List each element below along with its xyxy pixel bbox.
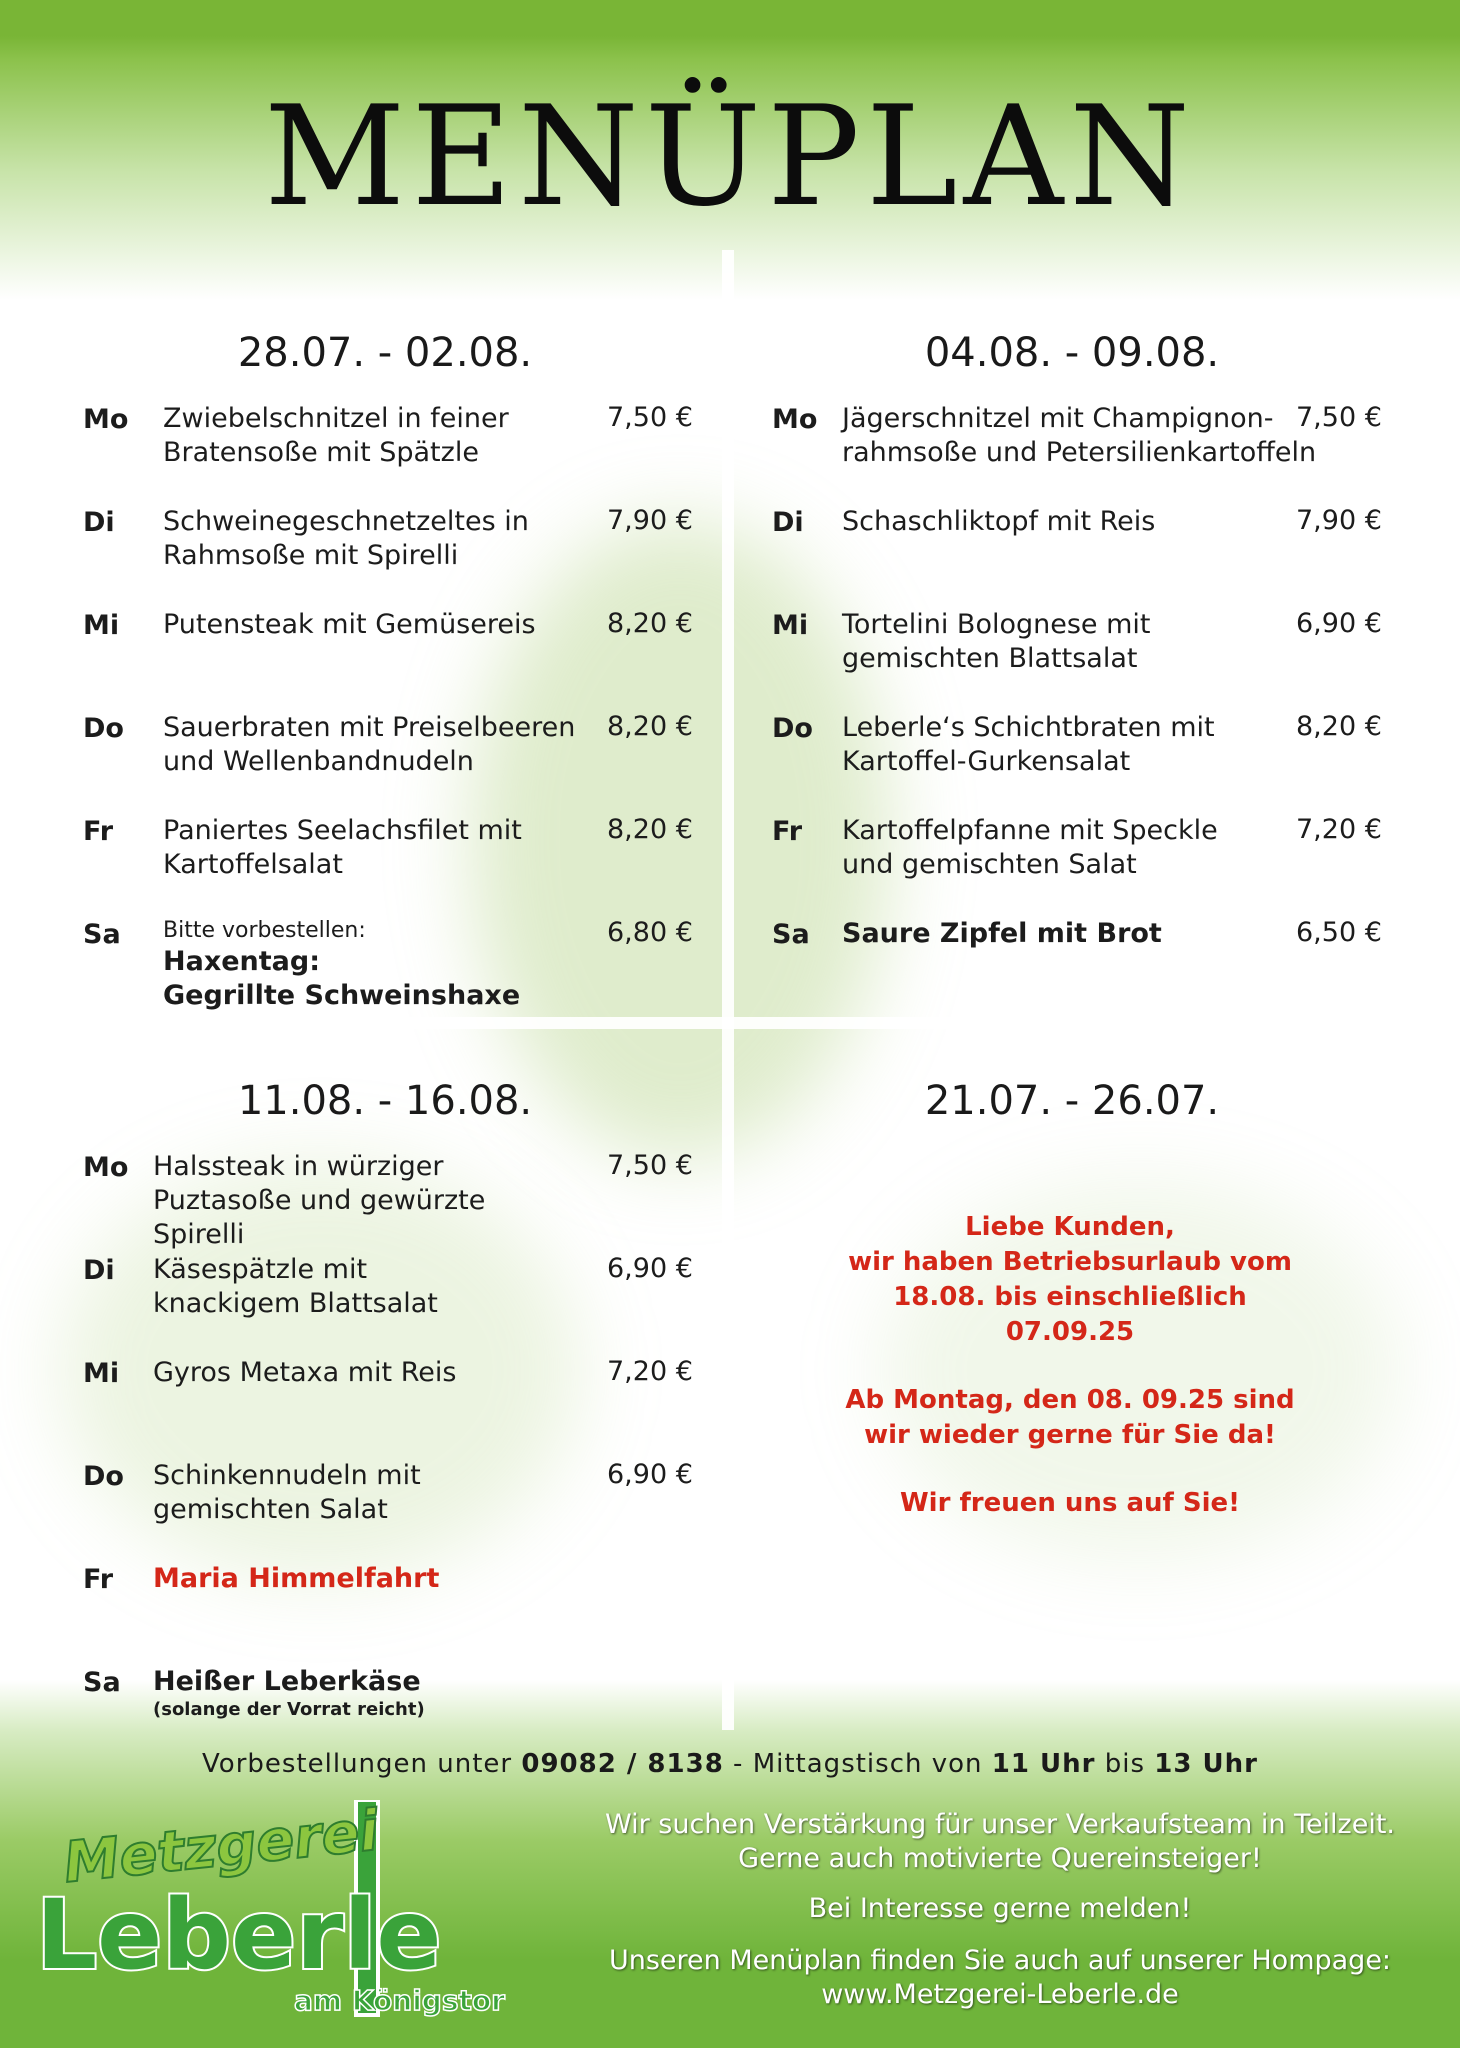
dish-name: Gegrillte Schweinshaxe [163, 980, 521, 1011]
day-label: Fr [772, 816, 803, 847]
price: 7,90 € [1296, 505, 1382, 536]
price: 6,90 € [1296, 608, 1382, 639]
dish-name: Sauerbraten mit Preiselbeeren und Wellenbandnudeln [163, 712, 576, 777]
vacation-notice [790, 1210, 1350, 1554]
day-label: Di [83, 507, 115, 538]
price: 7,20 € [607, 1356, 693, 1387]
preorder-contact-line [0, 1749, 1460, 1779]
price: 8,20 € [1296, 711, 1382, 742]
price: 8,20 € [607, 711, 693, 742]
dish-name: Kartoffelpfanne mit Speckle und gemischten Salat [842, 815, 1218, 880]
dish-name: Halssteak in würziger Puztasoße und gewürzte Spirelli [153, 1151, 486, 1250]
day-label: Di [772, 507, 804, 538]
day-label: Do [83, 1461, 124, 1492]
notice-line: wir wieder gerne für Sie da! [864, 1420, 1276, 1450]
day-label: Sa [772, 919, 810, 950]
horizontal-divider [28, 1017, 1428, 1029]
day-label: Sa [83, 919, 121, 950]
recruitment-text [590, 1808, 1410, 2012]
dish-name: Heißer Leberkäse [153, 1666, 421, 1697]
metzgerei-leberle-logo [36, 1800, 516, 2020]
day-label: Fr [83, 816, 114, 847]
dish-name: Käsespätzle mit knackigem Blattsalat [153, 1254, 438, 1319]
dish-name: Putensteak mit Gemüsereis [163, 609, 536, 640]
logo-text: am Königstor [294, 1984, 505, 2017]
day-label: Mi [83, 610, 120, 641]
day-label: Mo [83, 404, 129, 435]
price: 6,50 € [1296, 917, 1382, 948]
notice-line: wir haben Betriebsurlaub vom [848, 1247, 1292, 1277]
price: 7,50 € [607, 1150, 693, 1181]
availability-note: (solange der Vorrat reicht) [153, 1699, 425, 1720]
logo-text: Metzgerei [60, 1800, 382, 1896]
price: 7,50 € [607, 402, 693, 433]
notice-line: Ab Montag, den 08. 09.25 sind [845, 1385, 1295, 1415]
contact-text: Vorbestellungen unter [202, 1749, 522, 1779]
price: 7,50 € [1296, 402, 1382, 433]
week-title: 28.07. - 02.08. [237, 330, 533, 376]
price: 7,90 € [607, 505, 693, 536]
dish-name: Schweinegeschnetzeltes in Rahmsoße mit Spirelli [163, 506, 529, 571]
day-label: Mo [83, 1152, 129, 1183]
dish-name: Schinkennudeln mit gemischten Salat [153, 1460, 421, 1525]
week-title: 11.08. - 16.08. [237, 1078, 533, 1124]
day-label: Do [83, 713, 124, 744]
recruit-line: Bei Interesse gerne melden! [808, 1893, 1192, 1924]
dish-name: Gyros Metaxa mit Reis [153, 1357, 457, 1388]
dish-name: Paniertes Seelachsfilet mit Kartoffelsalat [163, 815, 522, 880]
preorder-note: Bitte vorbestellen: [163, 918, 366, 943]
logo-text: Leberle [36, 1879, 442, 1991]
contact-text: - Mittagstisch von [723, 1749, 992, 1779]
dish-name: Saure Zipfel mit Brot [842, 918, 1162, 949]
holiday-label: Maria Himmelfahrt [153, 1563, 440, 1594]
week-title: 04.08. - 09.08. [924, 330, 1220, 376]
recruit-line: Gerne auch motivierte Quereinsteiger! [738, 1843, 1262, 1874]
day-label: Sa [83, 1667, 121, 1698]
price: 6,90 € [607, 1253, 693, 1284]
notice-line: Liebe Kunden, [965, 1212, 1175, 1242]
notice-line: 18.08. bis einschließlich [893, 1282, 1247, 1312]
day-label: Di [83, 1255, 115, 1286]
day-label: Mo [772, 404, 818, 435]
dish-name: Leberle‘s Schichtbraten mit Kartoffel-Gurkensalat [842, 712, 1215, 777]
dish-name: Haxentag: [163, 946, 321, 977]
day-label: Mi [83, 1358, 120, 1389]
recruit-line: Unseren Menüplan finden Sie auch auf unserer Hompage: [608, 1945, 1392, 1976]
recruit-line: Wir suchen Verstärkung für unser Verkaufsteam in Teilzeit. [604, 1809, 1396, 1840]
phone-number: 09082 / 8138 [521, 1749, 724, 1779]
price: 8,20 € [607, 814, 693, 845]
day-label: Fr [83, 1564, 114, 1595]
dish-name: Zwiebelschnitzel in feiner Bratensoße mit Spätzle [163, 403, 509, 468]
dish-name: Tortelini Bolognese mit gemischten Blattsalat [842, 609, 1151, 674]
dish-name: rahmsoße und Petersilienkartoffeln [842, 437, 1317, 468]
notice-line: 07.09.25 [1005, 1317, 1135, 1347]
price: 6,90 € [607, 1459, 693, 1490]
week-title: 21.07. - 26.07. [924, 1078, 1220, 1124]
price: 8,20 € [607, 608, 693, 639]
lunch-end-time: 13 Uhr [1154, 1749, 1258, 1779]
website-link[interactable]: www.Metzgerei-Leberle.de [821, 1979, 1179, 2010]
price: 7,20 € [1296, 814, 1382, 845]
dish-name: Schaschliktopf mit Reis [842, 506, 1156, 537]
contact-text: bis [1095, 1749, 1155, 1779]
day-label: Mi [772, 610, 809, 641]
price: 6,80 € [607, 917, 693, 948]
page-title: MENÜPLAN [264, 76, 1196, 237]
day-label: Do [772, 713, 813, 744]
notice-line: Wir freuen uns auf Sie! [899, 1488, 1241, 1518]
dish-name: Jägerschnitzel mit Champignon- [842, 403, 1274, 434]
lunch-start-time: 11 Uhr [991, 1749, 1096, 1779]
vertical-divider [722, 250, 734, 1730]
